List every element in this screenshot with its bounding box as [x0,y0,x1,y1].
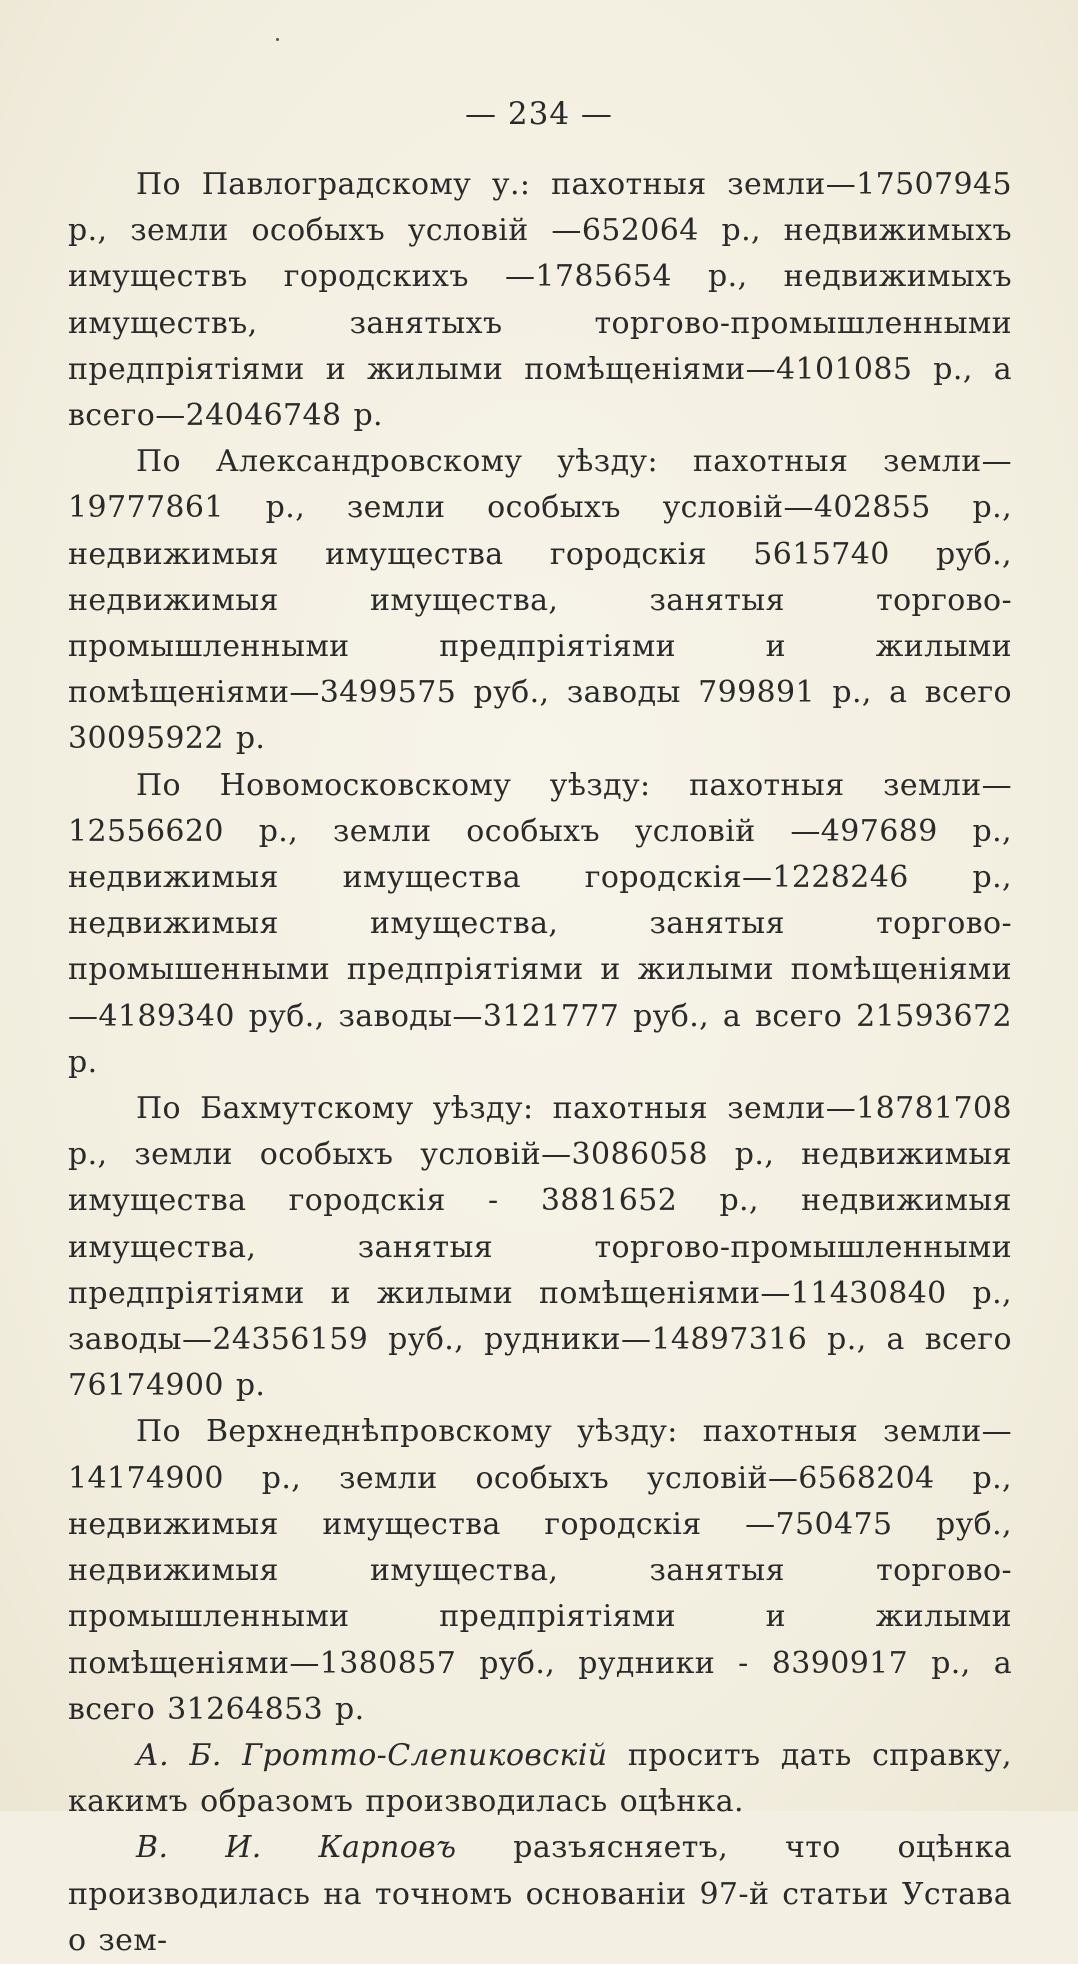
paragraph-text: разъясняетъ, что оцѣнка производилась на точномъ основаніи 97-й статьи Устава о зем- [68,1830,1013,1958]
text-body [68,162,1012,1964]
speaker-name: В. И. Карповъ [136,1830,457,1866]
paragraph-text: По Новомосковскому уѣзду: пахотныя земли—12556620 р., земли особыхъ условій —497689 р., недвижимыя имущества городскія—1228246 р., недвижимыя имущества, занятыя торгово-промышенными предпріятіями и жилыми помѣщеніями—4189340 руб., заводы—3121777 руб., а всего 21593672 р. [68,767,1012,1080]
paragraph-text: По Александровскому уѣзду: пахотныя земли—19777861 р., земли особыхъ условій—402855 р., недвижимыя имущества городскія 5615740 руб., недвижимыя имущества, занятыя торгово-промышленными предпріятіями и жилыми помѣщеніями—3499575 руб., заводы 799891 р., а всего 30095922 р. [68,444,1012,757]
paragraph-novomoskovsk [68,763,1012,1086]
paragraph-text: проситъ дать справку, какимъ образомъ производилась оцѣнка. [68,1737,1012,1820]
speaker-name: А. Б. Гротто-Слепиковскій [136,1737,608,1773]
paragraph-grotto-request [68,1733,1012,1825]
paragraph-pavlograd [68,162,1012,439]
ink-speck [276,38,279,41]
paragraph-verkhnedneprovsk [68,1409,1012,1732]
paragraph-aleksandrovsk [68,439,1012,762]
paragraph-bakhmut [68,1086,1012,1409]
paragraph-text: По Верхнеднѣпровскому уѣзду: пахотныя земли—14174900 р., земли особыхъ условій—6568204 р., недвижимыя имущества городскія —750475 руб., недвижимыя имущества, занятыя торгово-промышленными предпріятіями и жилыми помѣщеніями—1380857 руб., рудники - 8390917 р., а всего 31264853 р. [68,1414,1012,1727]
page-number: — 234 — [465,96,613,132]
paragraph-karpov-reply [68,1825,1012,1964]
paragraph-text: По Бахмутскому уѣзду: пахотныя земли—18781708 р., земли особыхъ условій—3086058 р., недвижимыя имущества городскія - 3881652 р., недвижимыя имущества, занятыя торгово-промышленными предпріятіями и жилыми помѣщеніями—11430840 р., заводы—24356159 руб., рудники—14897316 р., а всего 76174900 р. [68,1091,1012,1404]
paragraph-text: По Павлоградскому у.: пахотныя земли—17507945 р., земли особыхъ условій —652064 р., недвижимыхъ имуществъ городскихъ —1785654 р., недвижимыхъ имуществъ, занятыхъ торгово-промышленными предпріятіями и жилыми помѣщеніями—4101085 р., а всего—24046748 р. [68,167,1012,434]
